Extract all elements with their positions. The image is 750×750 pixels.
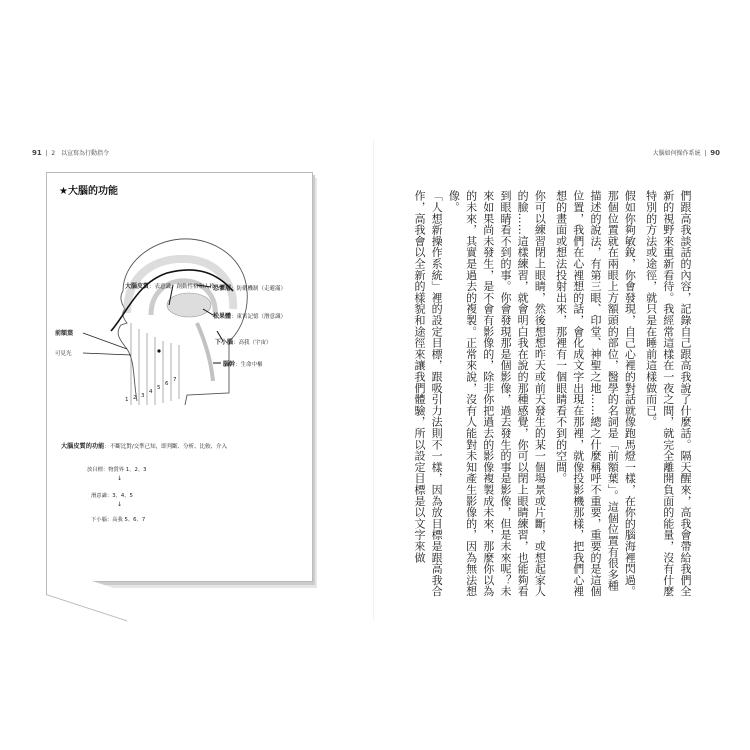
cortex-desc: ：表意識，創動性格和人格 xyxy=(149,284,216,290)
cortex-function-line xyxy=(61,441,227,450)
flow-step-name: 放目標 xyxy=(87,467,103,473)
flow-arrow-2: ↓ xyxy=(117,501,123,508)
right-running-title: 大腦如何操作系統 xyxy=(652,150,701,157)
flow-step-higher-self xyxy=(91,515,145,523)
fear-layer-label xyxy=(213,283,286,292)
paragraph: 「人想新操作系統」裡的設定目標，跟吸引力法則不一樣，因為放目標是跟高我合作，高我會以全新的樣貌和途徑來讓我們體驗，所以設定目標是以文字來做 xyxy=(412,190,444,597)
paragraph: 假如你夠敏銳，你會發現，自己心裡的對話就像跑馬燈一樣，在你的腦海裡閃過。那個位置就在兩眼上方額頭的部位，醫學的名詞是「前額葉」。這個位置有很多種描述的說法，有第三眼、印堂、神聖之地……總之什麼稱呼不重要，重要的是這個位置，我們在心裡想的話，會化成文字出現在那裡，就像投影機那樣，把我們心裡想的畫面或想法投射出來，那裡有一個眼睛看不到的空間。 xyxy=(554,190,637,597)
flow-arrow-1: ↓ xyxy=(117,475,123,482)
paragraph: 你可以練習閉上眼睛，然後想想昨天或前天發生的某一個場景或片斷，或想起家人的臉……這樣練習，就會明白我在說的那種感覺，你可以閉上眼睛練習，也能夠看到眼睛看不到的事。你會發現那是個影像，過去發生的事是影像，但是未來呢？未來如果尚未發生，是不會有影像的，除非你把過去的影像複製成未來，那麼你以為的未來，其實是過去的複製。正常來說，沒有人能對未知產生影像的，因為無法想像。 xyxy=(447,190,547,597)
cerebellum-name: 下小腦 xyxy=(215,339,234,346)
ruler-number: 7 xyxy=(173,377,177,383)
cortex-function-heading: 大腦皮質的功能 xyxy=(61,443,105,450)
brainstem xyxy=(197,323,213,381)
pineal-label xyxy=(213,311,286,320)
pineal-desc: ：東宮記憶（潛意識） xyxy=(231,314,287,320)
right-page-header: 大腦如何操作系統 | 90 xyxy=(652,149,720,157)
fear-layer-desc: ：防衛機制（走避滿） xyxy=(231,286,287,292)
cerebellum-label xyxy=(215,337,272,346)
pineal-name: 松果體 xyxy=(213,313,232,320)
cerebellum-desc: ：高我（宇宙） xyxy=(233,340,272,346)
book-spine xyxy=(373,140,374,620)
paragraph: 們跟高我談話的內容，記錄自己跟高我說了什麼話。隔天醒來，高我會帶給我們全新的視野來重新看待。我經常這樣在一夜之間，就完全離開負面的能量，沒有什麼特別的方法或途徑，就只是在睡前這樣做而已。 xyxy=(644,190,692,597)
eye-dot xyxy=(157,349,160,352)
figure-title: ★大腦的功能 xyxy=(59,186,118,197)
ruler-number: 1 xyxy=(125,397,129,403)
ruler-number: 5 xyxy=(157,385,161,391)
ruler-number: 6 xyxy=(165,381,169,387)
head-outline xyxy=(118,239,247,405)
flow-step-value: ：物質界 1、2、3 xyxy=(102,467,147,473)
brainstem-label xyxy=(223,359,263,368)
right-page-number: 90 xyxy=(710,149,720,157)
ruler-number: 2 xyxy=(133,395,137,401)
flow-step-name: 下小腦 xyxy=(91,517,107,523)
brainstem-desc: ：生命中樞 xyxy=(235,362,263,368)
head-diagram xyxy=(47,173,312,433)
visible-light-label: 可見光 xyxy=(55,351,72,357)
cortex-label xyxy=(125,281,215,290)
frontal-pointer xyxy=(83,333,127,349)
measurement-ruler xyxy=(131,323,179,405)
ruler-number: 4 xyxy=(149,389,153,395)
left-page-header: 91 | 2 以宣寫為行動指令 xyxy=(32,149,109,157)
ruler-number: 3 xyxy=(141,393,145,399)
cortex-name: 大腦皮質 xyxy=(125,283,150,290)
flow-step-name: 潛意識 xyxy=(91,493,107,499)
left-page-number: 91 xyxy=(32,149,42,157)
frontal-label xyxy=(55,328,73,337)
cortex-function-desc: ：不斷比對/交準已知，即判斷、分析、比較、介入 xyxy=(104,444,228,450)
flow-step-value: ：高我 5、6、7 xyxy=(106,517,146,523)
left-chapter-number: 2 xyxy=(51,150,56,157)
flow-step-value: ：3、4、5 xyxy=(106,493,133,499)
body-text-vertical xyxy=(411,190,698,600)
frontal-name: 前額葉 xyxy=(55,330,74,337)
visible-light-pointer xyxy=(83,353,131,355)
flow-step-goal xyxy=(87,465,146,473)
brainstem-name: 腦幹 xyxy=(223,361,236,368)
brain-function-figure xyxy=(46,172,313,582)
fear-layer-name: 恐懼層 xyxy=(213,285,232,292)
flow-step-subconscious xyxy=(91,491,133,499)
brain-core xyxy=(167,293,211,317)
left-running-title: 以宣寫為行動指令 xyxy=(60,150,109,157)
